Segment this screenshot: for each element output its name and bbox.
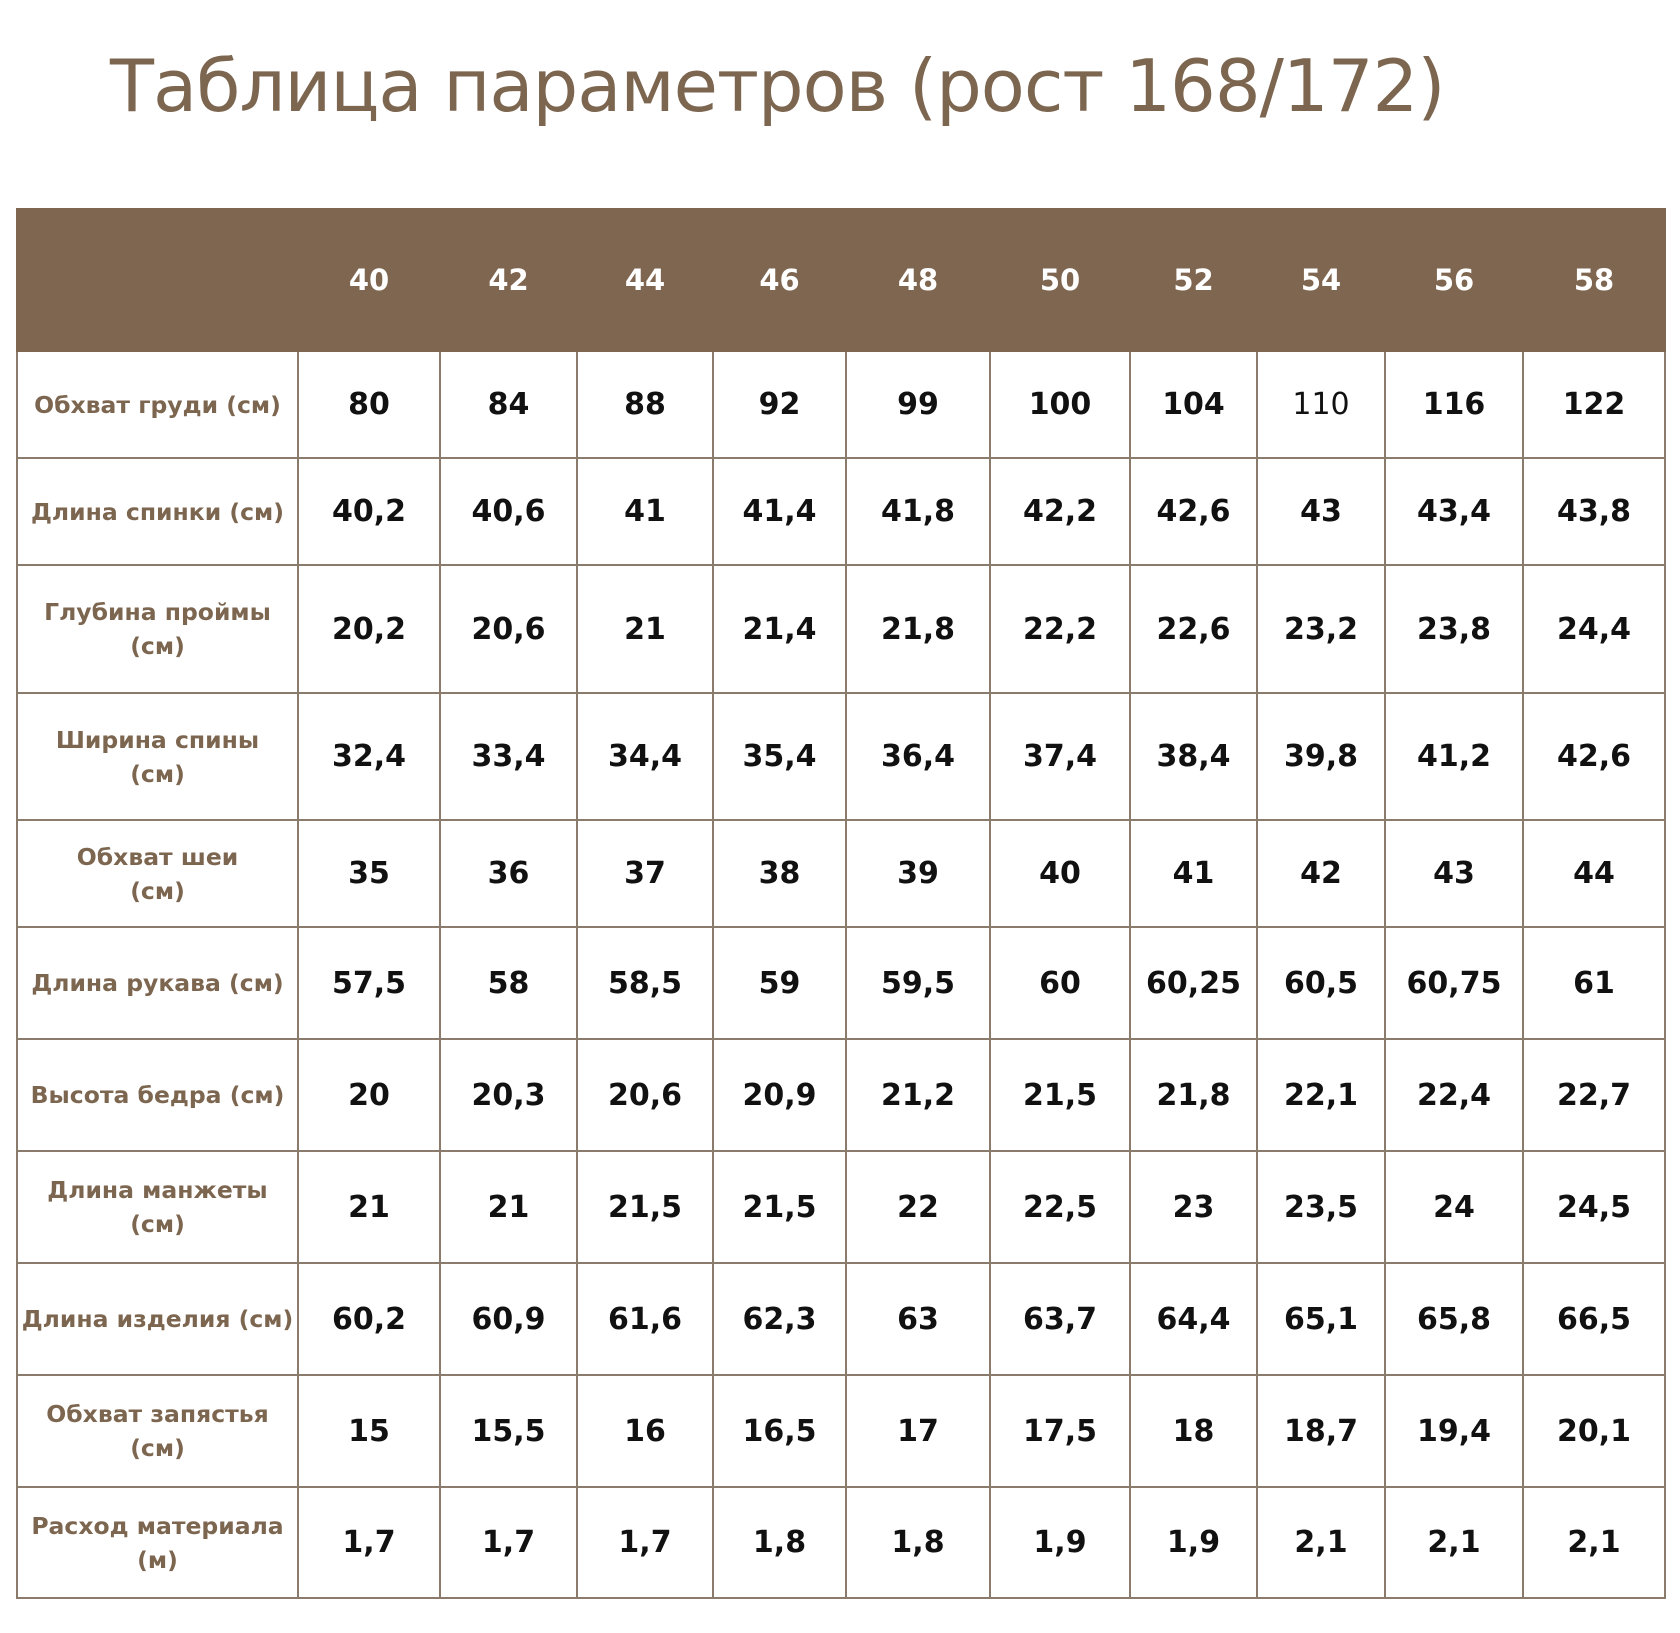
table-row xyxy=(17,565,1665,693)
value-cell: 21,2 xyxy=(846,1039,990,1151)
parameter-label: Ширина спины (см) xyxy=(17,693,298,820)
table-row xyxy=(17,1375,1665,1487)
value-cell: 122 xyxy=(1523,351,1665,458)
value-cell: 20,1 xyxy=(1523,1375,1665,1487)
page-title: Таблица параметров (рост 168/172) xyxy=(110,44,1445,128)
value-cell: 36 xyxy=(440,820,577,927)
value-cell: 41,4 xyxy=(713,458,846,565)
table-row xyxy=(17,458,1665,565)
value-cell: 61 xyxy=(1523,927,1665,1039)
table-row xyxy=(17,351,1665,458)
value-cell: 21,8 xyxy=(1130,1039,1257,1151)
size-header-56: 56 xyxy=(1385,209,1523,351)
value-cell: 35 xyxy=(298,820,440,927)
value-cell: 22,2 xyxy=(990,565,1130,693)
value-cell: 42,2 xyxy=(990,458,1130,565)
size-header-46: 46 xyxy=(713,209,846,351)
value-cell: 24 xyxy=(1385,1151,1523,1263)
value-cell: 20,6 xyxy=(440,565,577,693)
parameter-label: Длина изделия (см) xyxy=(17,1263,298,1375)
size-header-42: 42 xyxy=(440,209,577,351)
value-cell: 80 xyxy=(298,351,440,458)
value-cell: 15 xyxy=(298,1375,440,1487)
size-header-40: 40 xyxy=(298,209,440,351)
value-cell: 100 xyxy=(990,351,1130,458)
parameter-label: Расход материала (м) xyxy=(17,1487,298,1598)
value-cell: 15,5 xyxy=(440,1375,577,1487)
value-cell: 22,7 xyxy=(1523,1039,1665,1151)
value-cell: 21,5 xyxy=(990,1039,1130,1151)
value-cell: 23,2 xyxy=(1257,565,1385,693)
value-cell: 58,5 xyxy=(577,927,713,1039)
value-cell: 66,5 xyxy=(1523,1263,1665,1375)
value-cell: 44 xyxy=(1523,820,1665,927)
parameter-label: Обхват шеи (см) xyxy=(17,820,298,927)
value-cell: 116 xyxy=(1385,351,1523,458)
value-cell: 42,6 xyxy=(1523,693,1665,820)
value-cell: 110 xyxy=(1257,351,1385,458)
value-cell: 40,6 xyxy=(440,458,577,565)
table-row xyxy=(17,1039,1665,1151)
parameter-label: Высота бедра (см) xyxy=(17,1039,298,1151)
value-cell: 60,2 xyxy=(298,1263,440,1375)
value-cell: 18,7 xyxy=(1257,1375,1385,1487)
value-cell: 21,5 xyxy=(577,1151,713,1263)
parameter-label: Глубина проймы (см) xyxy=(17,565,298,693)
value-cell: 40,2 xyxy=(298,458,440,565)
table-body xyxy=(17,351,1665,1598)
value-cell: 41 xyxy=(1130,820,1257,927)
value-cell: 1,7 xyxy=(577,1487,713,1598)
value-cell: 38,4 xyxy=(1130,693,1257,820)
value-cell: 1,9 xyxy=(1130,1487,1257,1598)
size-header-48: 48 xyxy=(846,209,990,351)
value-cell: 60,25 xyxy=(1130,927,1257,1039)
value-cell: 24,4 xyxy=(1523,565,1665,693)
value-cell: 59,5 xyxy=(846,927,990,1039)
value-cell: 104 xyxy=(1130,351,1257,458)
value-cell: 23 xyxy=(1130,1151,1257,1263)
value-cell: 23,5 xyxy=(1257,1151,1385,1263)
value-cell: 36,4 xyxy=(846,693,990,820)
parameter-label: Длина манжеты (см) xyxy=(17,1151,298,1263)
table-row xyxy=(17,693,1665,820)
value-cell: 23,8 xyxy=(1385,565,1523,693)
value-cell: 17 xyxy=(846,1375,990,1487)
value-cell: 42,6 xyxy=(1130,458,1257,565)
value-cell: 57,5 xyxy=(298,927,440,1039)
value-cell: 84 xyxy=(440,351,577,458)
value-cell: 42 xyxy=(1257,820,1385,927)
value-cell: 22,5 xyxy=(990,1151,1130,1263)
size-header-row xyxy=(17,209,1665,351)
value-cell: 24,5 xyxy=(1523,1151,1665,1263)
value-cell: 20 xyxy=(298,1039,440,1151)
value-cell: 2,1 xyxy=(1523,1487,1665,1598)
value-cell: 1,9 xyxy=(990,1487,1130,1598)
value-cell: 22,6 xyxy=(1130,565,1257,693)
parameter-label: Длина спинки (см) xyxy=(17,458,298,565)
size-header-50: 50 xyxy=(990,209,1130,351)
value-cell: 64,4 xyxy=(1130,1263,1257,1375)
value-cell: 19,4 xyxy=(1385,1375,1523,1487)
value-cell: 60 xyxy=(990,927,1130,1039)
value-cell: 2,1 xyxy=(1385,1487,1523,1598)
value-cell: 20,6 xyxy=(577,1039,713,1151)
value-cell: 65,1 xyxy=(1257,1263,1385,1375)
table-row xyxy=(17,1487,1665,1598)
value-cell: 20,2 xyxy=(298,565,440,693)
value-cell: 92 xyxy=(713,351,846,458)
value-cell: 59 xyxy=(713,927,846,1039)
size-header-58: 58 xyxy=(1523,209,1665,351)
value-cell: 43,4 xyxy=(1385,458,1523,565)
value-cell: 22 xyxy=(846,1151,990,1263)
value-cell: 60,5 xyxy=(1257,927,1385,1039)
value-cell: 43 xyxy=(1385,820,1523,927)
value-cell: 37,4 xyxy=(990,693,1130,820)
value-cell: 1,8 xyxy=(846,1487,990,1598)
value-cell: 33,4 xyxy=(440,693,577,820)
parameter-label: Длина рукава (см) xyxy=(17,927,298,1039)
value-cell: 58 xyxy=(440,927,577,1039)
value-cell: 21 xyxy=(577,565,713,693)
value-cell: 21,5 xyxy=(713,1151,846,1263)
value-cell: 32,4 xyxy=(298,693,440,820)
parameter-label: Обхват запястья (см) xyxy=(17,1375,298,1487)
value-cell: 20,9 xyxy=(713,1039,846,1151)
value-cell: 35,4 xyxy=(713,693,846,820)
value-cell: 21 xyxy=(298,1151,440,1263)
value-cell: 22,1 xyxy=(1257,1039,1385,1151)
value-cell: 17,5 xyxy=(990,1375,1130,1487)
value-cell: 65,8 xyxy=(1385,1263,1523,1375)
value-cell: 1,7 xyxy=(440,1487,577,1598)
value-cell: 21,4 xyxy=(713,565,846,693)
value-cell: 43,8 xyxy=(1523,458,1665,565)
value-cell: 39 xyxy=(846,820,990,927)
value-cell: 38 xyxy=(713,820,846,927)
value-cell: 99 xyxy=(846,351,990,458)
value-cell: 18 xyxy=(1130,1375,1257,1487)
size-parameters-table xyxy=(16,208,1666,1599)
value-cell: 41,8 xyxy=(846,458,990,565)
table-row xyxy=(17,927,1665,1039)
value-cell: 40 xyxy=(990,820,1130,927)
value-cell: 63 xyxy=(846,1263,990,1375)
value-cell: 41 xyxy=(577,458,713,565)
value-cell: 88 xyxy=(577,351,713,458)
value-cell: 1,8 xyxy=(713,1487,846,1598)
value-cell: 39,8 xyxy=(1257,693,1385,820)
value-cell: 21 xyxy=(440,1151,577,1263)
table-row xyxy=(17,1263,1665,1375)
value-cell: 60,9 xyxy=(440,1263,577,1375)
value-cell: 62,3 xyxy=(713,1263,846,1375)
value-cell: 60,75 xyxy=(1385,927,1523,1039)
value-cell: 16 xyxy=(577,1375,713,1487)
value-cell: 2,1 xyxy=(1257,1487,1385,1598)
size-header-54: 54 xyxy=(1257,209,1385,351)
table-row xyxy=(17,820,1665,927)
value-cell: 43 xyxy=(1257,458,1385,565)
size-header-44: 44 xyxy=(577,209,713,351)
value-cell: 22,4 xyxy=(1385,1039,1523,1151)
value-cell: 34,4 xyxy=(577,693,713,820)
value-cell: 63,7 xyxy=(990,1263,1130,1375)
value-cell: 16,5 xyxy=(713,1375,846,1487)
value-cell: 21,8 xyxy=(846,565,990,693)
parameter-label: Обхват груди (см) xyxy=(17,351,298,458)
value-cell: 61,6 xyxy=(577,1263,713,1375)
value-cell: 41,2 xyxy=(1385,693,1523,820)
value-cell: 20,3 xyxy=(440,1039,577,1151)
value-cell: 1,7 xyxy=(298,1487,440,1598)
header-corner-cell xyxy=(17,209,298,351)
table-row xyxy=(17,1151,1665,1263)
size-header-52: 52 xyxy=(1130,209,1257,351)
value-cell: 37 xyxy=(577,820,713,927)
